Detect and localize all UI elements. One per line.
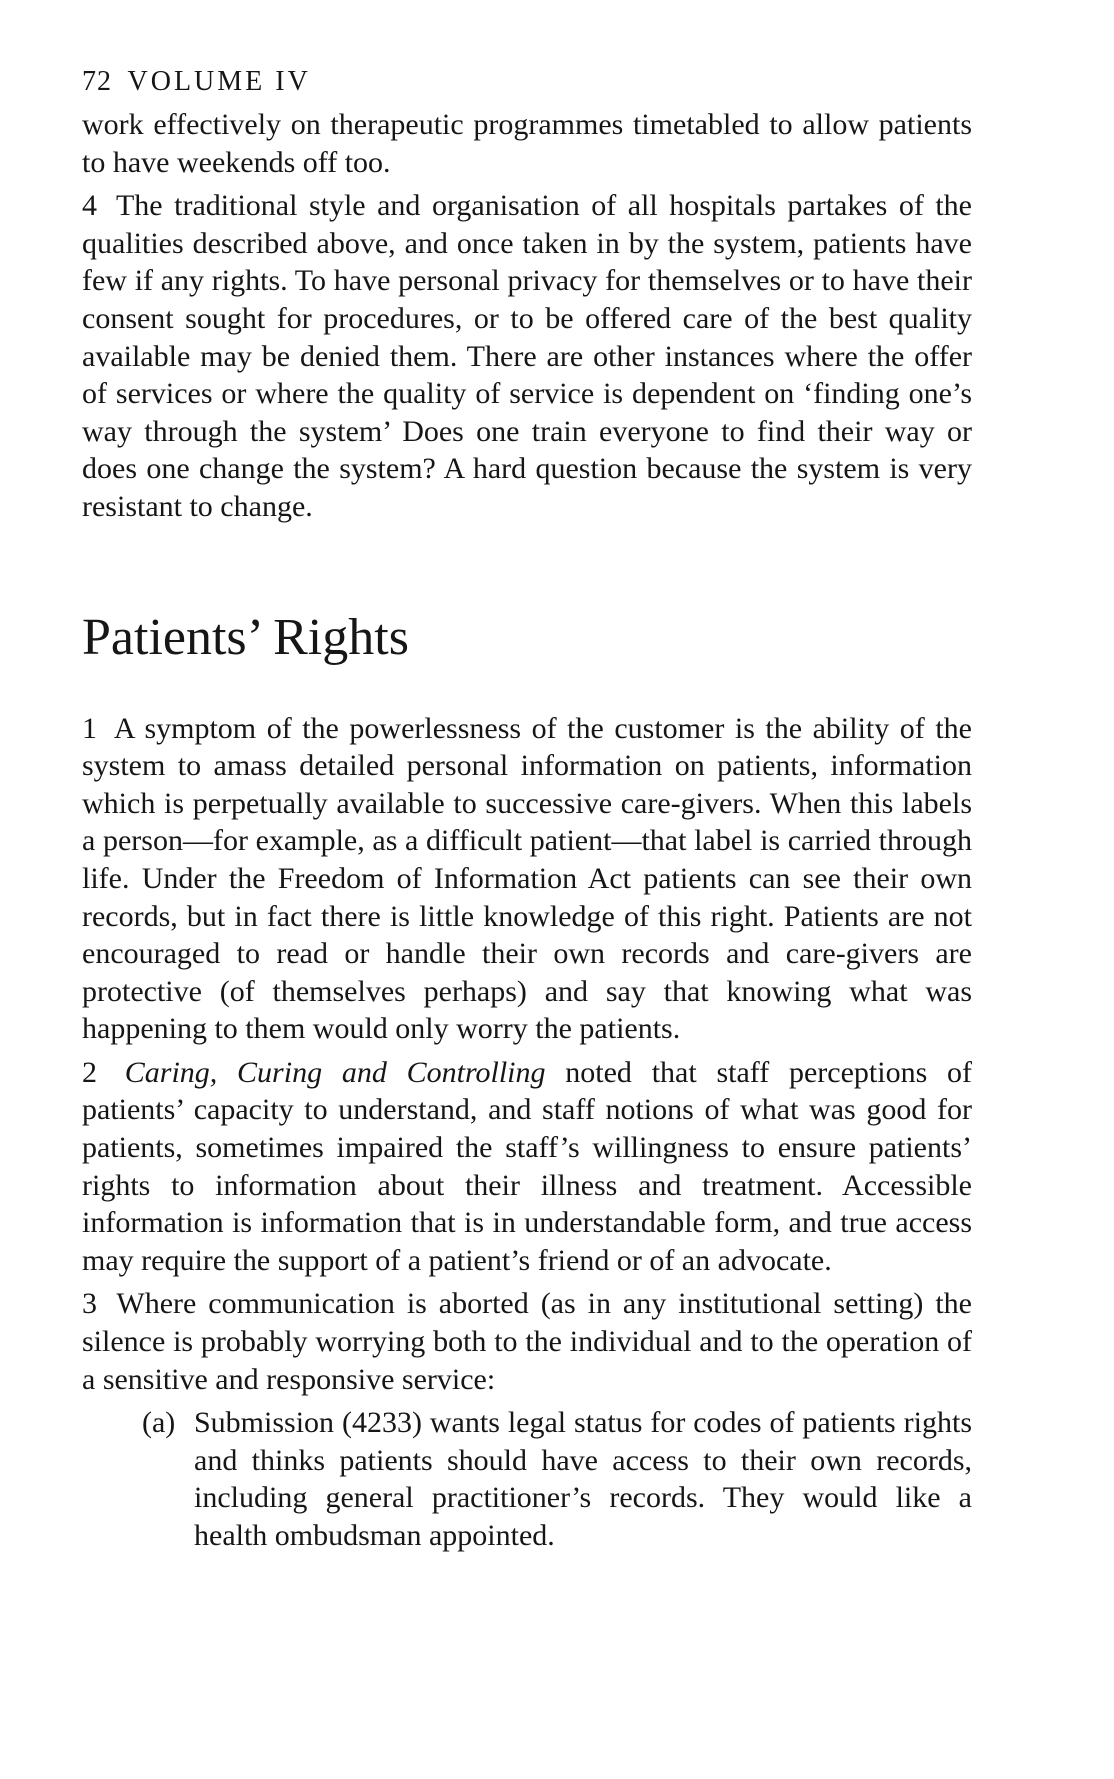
paragraph-2 xyxy=(82,1054,972,1280)
list-item-text: Submission (4233) wants legal status for codes of patients rights and thinks patients should have access to their own records, including general practitioner’s records. They would like a health ombudsman appointed. xyxy=(194,1406,972,1552)
page-number: 72 xyxy=(82,66,112,97)
paragraph-1 xyxy=(82,710,972,1048)
paragraph-number: 2 xyxy=(82,1055,97,1089)
paragraph-number: 4 xyxy=(82,189,97,223)
list-item-a xyxy=(142,1404,972,1554)
cited-report-title: Caring, Curing and Controlling xyxy=(124,1055,546,1089)
paragraph-4 xyxy=(82,187,972,525)
running-head xyxy=(82,64,972,100)
continuation-paragraph: work effectively on therapeutic programmes timetabled to allow patients to have weekends off too. xyxy=(82,108,972,179)
document-page xyxy=(82,64,972,1555)
paragraph-text: noted that staff perceptions of patients’ capacity to understand, and staff notions of what was good for patients, sometimes impaired the staff’s willingness to ensure patients’ rights to information about their illness and treatment. Accessible information is information that is in understandable form, and true access may require the support of a patient’s friend or of an advocate. xyxy=(82,1055,973,1277)
paragraph-text: Where communication is aborted (as in any institutional setting) the silence is probably worrying both to the individual and to the operation of a sensitive and responsive service: xyxy=(82,1287,972,1396)
volume-label: VOLUME IV xyxy=(127,66,311,97)
paragraph-number: 1 xyxy=(82,711,97,745)
paragraph-number: 3 xyxy=(82,1287,97,1321)
paragraph-3 xyxy=(82,1285,972,1398)
section-title: Patients’ Rights xyxy=(82,608,409,666)
paragraph-text: A symptom of the powerlessness of the customer is the ability of the system to amass detailed personal information on patients, information which is perpetually available to successive care-givers. When this labels a person—for example, as a difficult patient—that label is carried through life. Under the Freedom of Information Act patients can see their own records, but in fact there is little knowledge of this right. Patients are not encouraged to read or handle their own records and care-givers are protective (of themselves perhaps) and say that knowing what was happening to them would only worry the patients. xyxy=(82,711,972,1046)
paragraph-text: The traditional style and organisation of all hospitals partakes of the qualities described above, and once taken in by the system, patients have few if any rights. To have personal privacy for themselves or to have their consent sought for procedures, or to be offered care of the best quality available may be denied them. There are other instances where the offer of services or where the quality of service is dependent on ‘finding one’s way through the system’ Does one train everyone to find their way or does one change the system? A hard question because the system is very resistant to change. xyxy=(82,189,973,523)
list-item-label: (a) xyxy=(142,1406,176,1440)
